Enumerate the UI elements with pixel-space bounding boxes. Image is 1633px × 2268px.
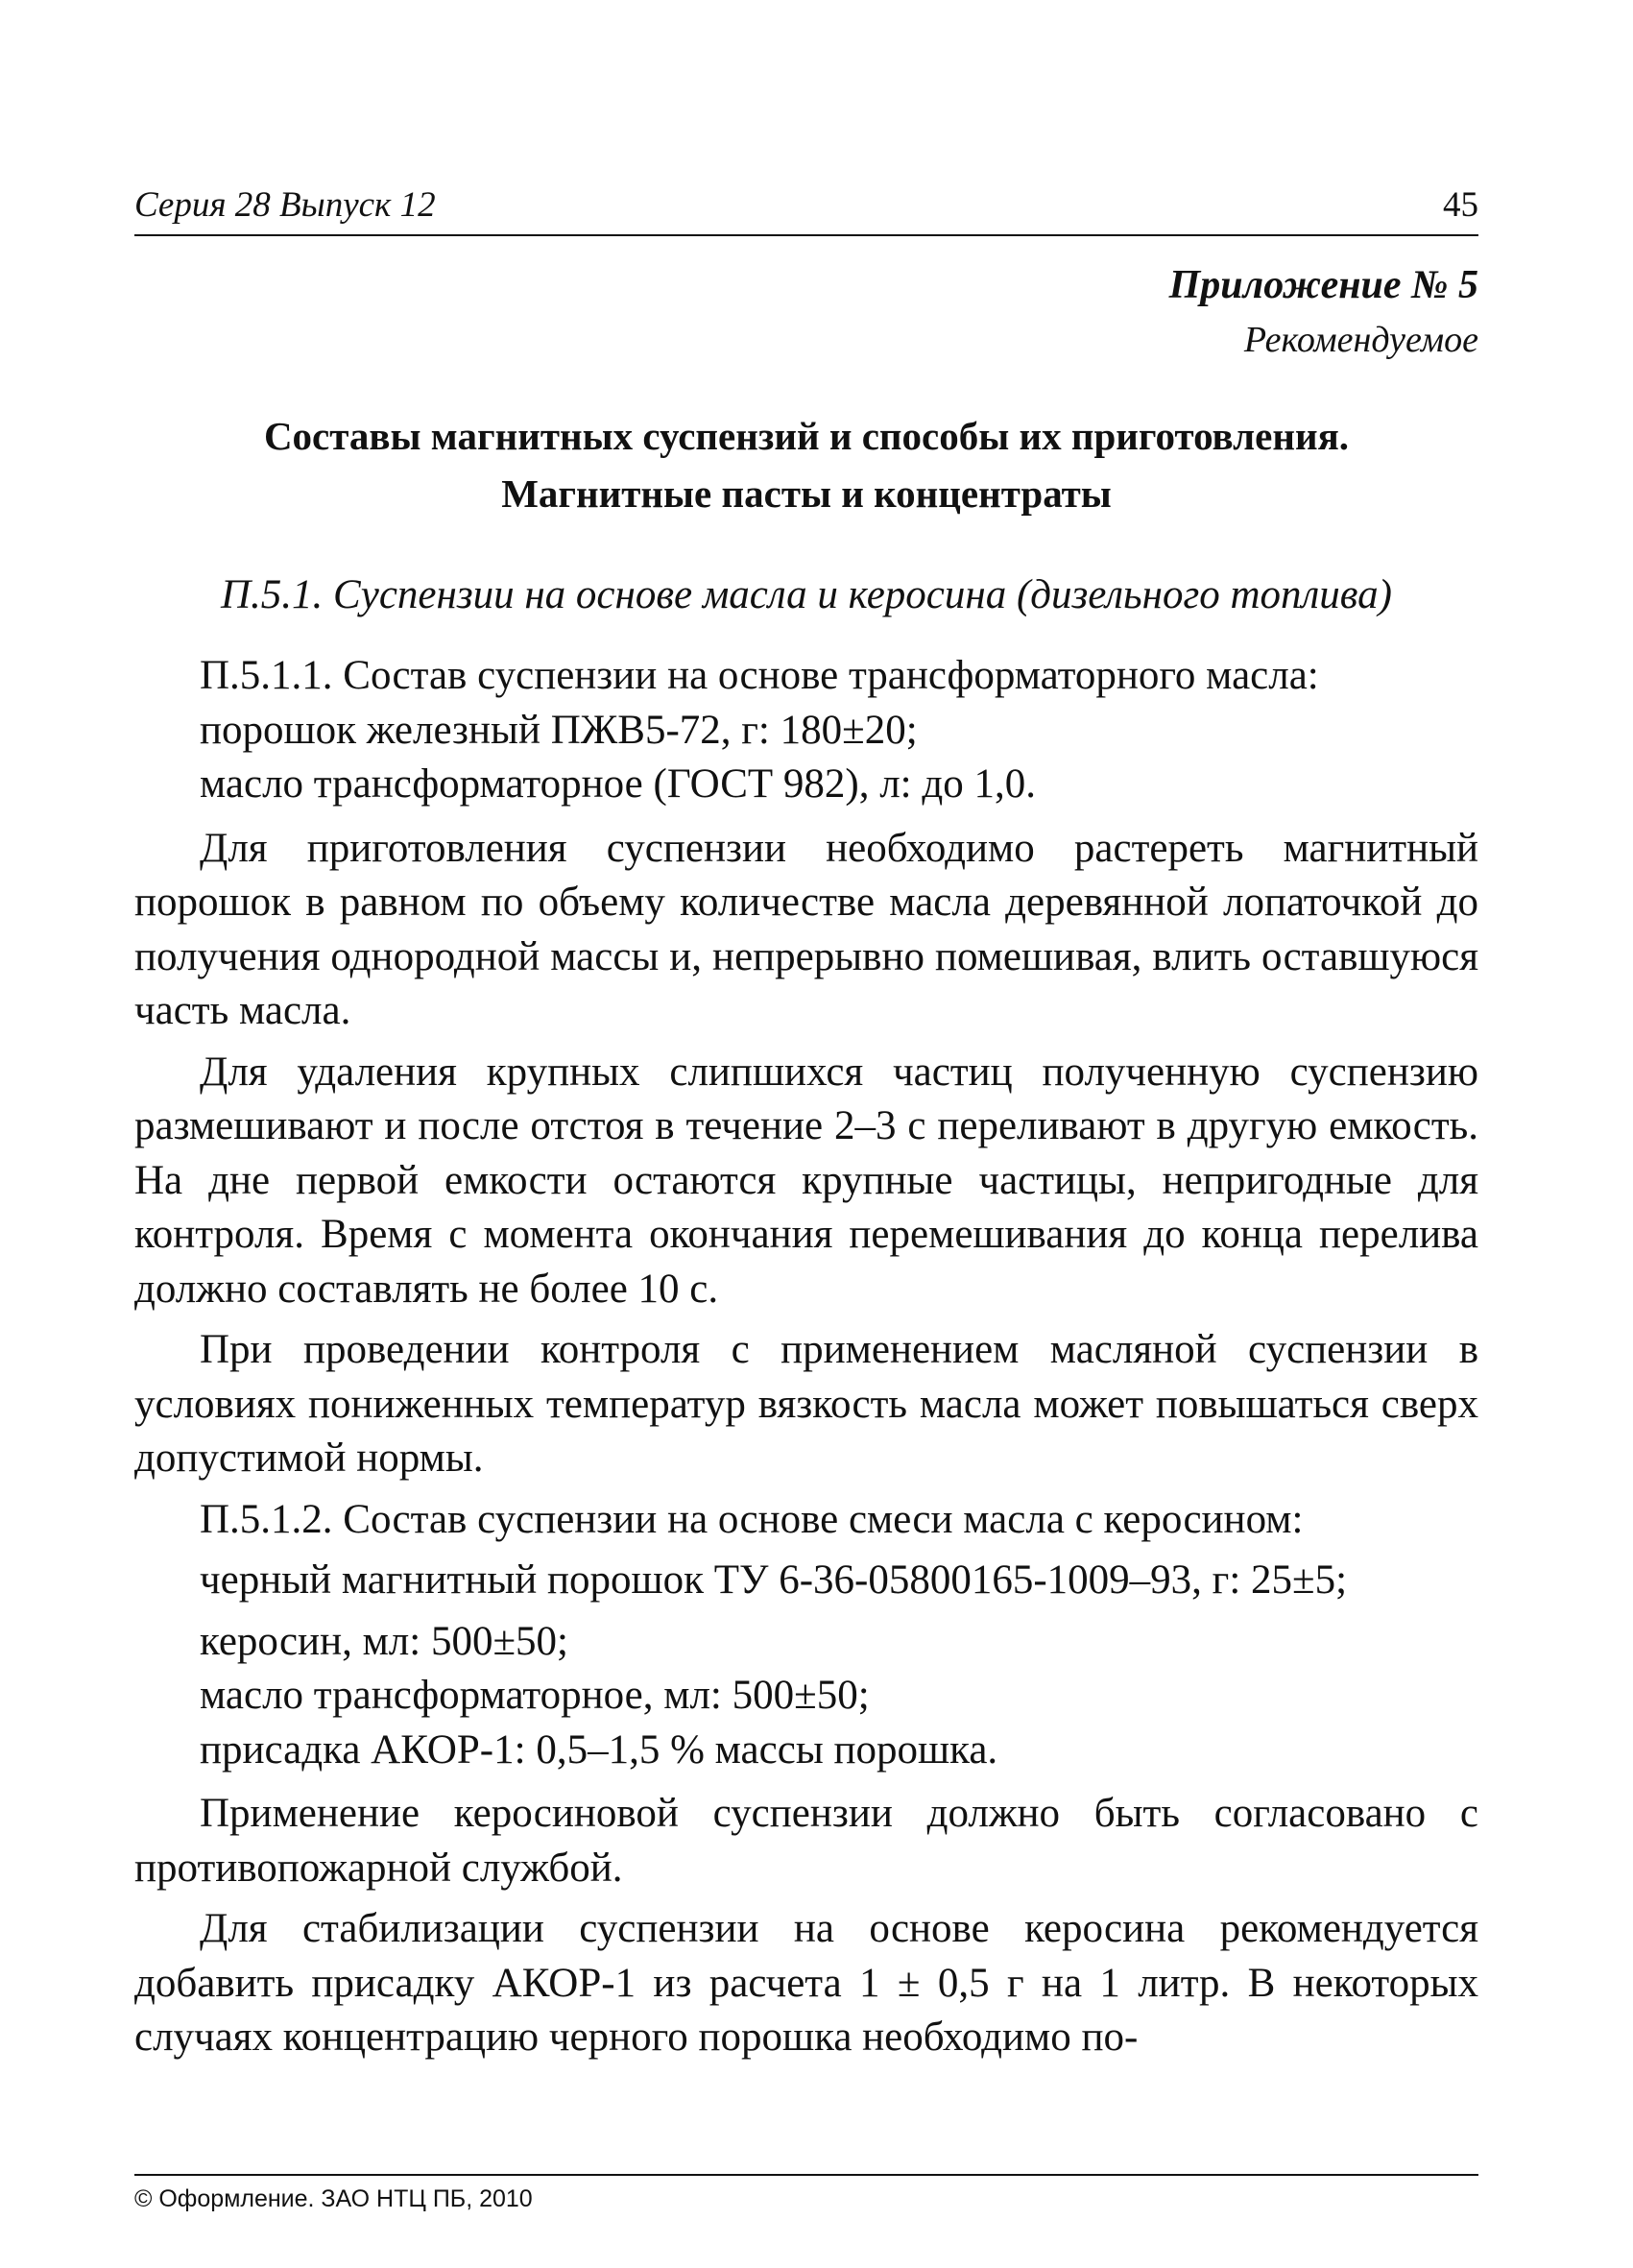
title-line-1: Составы магнитных суспензий и способы их приготовления. [263,414,1350,458]
paragraph-p8: масло трансформаторное, мл: 500±50; [200,1673,870,1718]
appendix-title: Приложение № 5 [1168,263,1478,307]
title-line-2: Магнитные пасты и концентраты [501,471,1112,516]
paragraph-p10: Применение керосиновой суспензии должно быть согласовано с противопожарной службой. [134,1791,1478,1891]
appendix-status: Рекомендуемое [1243,320,1478,360]
paragraph-p6: черный магнитный порошок ТУ 6-36-05800165-1009–93, г: 25±5; [200,1557,1348,1603]
document-title [134,407,1478,522]
paragraph-p1-item1: порошок железный ПЖВ5-72, г: 180±20; [200,707,918,753]
body-text [134,649,1478,2072]
paragraph-p9: присадка АКОР-1: 0,5–1,5 % массы порошка. [200,1726,998,1773]
paragraph-p3: Для удаления крупных слипшихся частиц полученную суспензию размешивают и после отстоя в течение 2–3 с переливают в другую емкость. На дне первой емкости остаются крупные частицы, непригодные для контроля. Время с момента окончания перемешивания до конца перелива должно составлять не более 10 с. [134,1049,1478,1312]
appendix-block [1169,257,1478,367]
paragraph-p5: П.5.1.2. Состав суспензии на основе смеси масла с керосином: [200,1496,1304,1542]
section-title: П.5.1. Суспензии на основе масла и керосина (дизельного топлива) [221,572,1392,617]
page-footer: © Оформление. ЗАО НТЦ ПБ, 2010 [134,2174,1478,2213]
paragraph-p1-heading: П.5.1.1. Состав суспензии на основе трансформаторного масла: [200,653,1319,698]
page-header [134,184,1478,236]
paragraph-p1-item2: масло трансформаторное (ГОСТ 982), л: до 1,0. [200,761,1037,807]
page-number: 45 [1443,185,1478,225]
series-label: Серия 28 Выпуск 12 [134,185,436,225]
paragraph-p7: керосин, мл: 500±50; [200,1618,568,1664]
paragraph-p11: Для стабилизации суспензии на основе керосина рекомендуется добавить присадку АКОР-1 из расчета 1 ± 0,5 г на 1 литр. В некоторых случаях концентрацию черного порошка необходимо по- [134,1906,1478,2060]
paragraph-p2: Для приготовления суспензии необходимо растереть магнитный порошок в равном по объему количестве масла деревянной лопаточкой до получения однородной массы и, непрерывно помешивая, влить оставшуюся часть масла. [134,825,1478,1033]
paragraph-p4: При проведении контроля с применением масляной суспензии в условиях пониженных температур вязкость масла может повышаться сверх допустимой нормы. [134,1327,1478,1481]
